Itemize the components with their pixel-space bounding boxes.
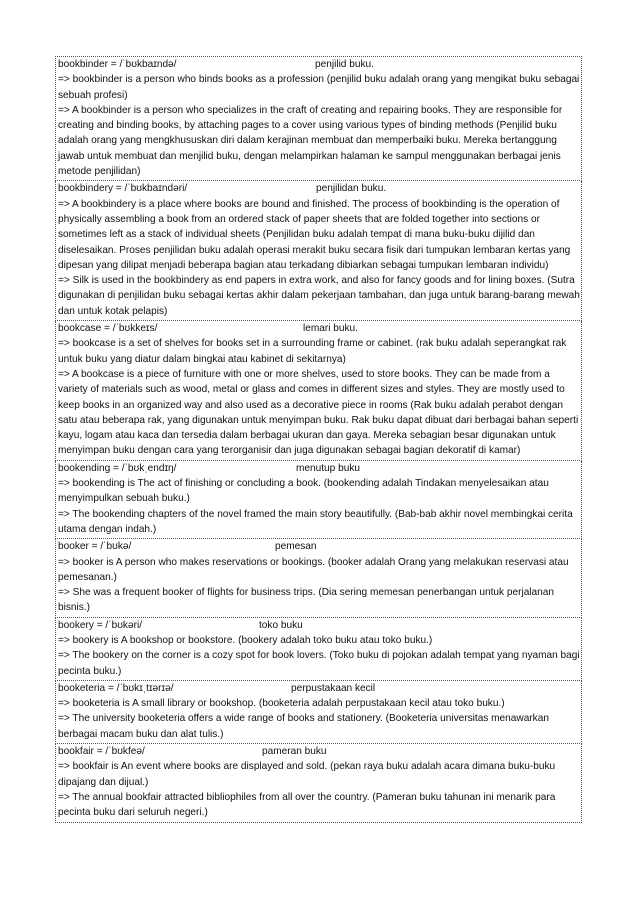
entry-header — [58, 681, 580, 696]
entry-bookbinder — [55, 56, 582, 181]
headword: bookending = /ˈbʊkˌendɪŋ/ — [58, 462, 177, 474]
example-line: => bookcase is a set of shelves for books set in a surrounding frame or cabinet. (rak buku adalah seperangkat rak untuk buku yang diatur dalam bingkai atau kabinet di sekitarnya) — [58, 338, 567, 365]
example-line: => bookending is The act of finishing or concluding a book. (bookending adalah Tindakan menyelesaikan atau menyimpulkan sebuah buku.) — [58, 478, 549, 505]
entry-header — [58, 461, 580, 476]
headword: bookbinder = /ˈbʊkbaɪndə/ — [58, 59, 177, 70]
headword: bookbindery = /ˈbʊkbaɪndəri/ — [58, 183, 188, 195]
example-line: => bookery is A bookshop or bookstore. (bookery adalah toko buku atau toko buku.) — [58, 634, 433, 646]
example-line: => A bookcase is a piece of furniture with one or more shelves, used to store books. They can be made from a variety of materials such as wood, metal or glass and comes in different sizes and styles. They are mostly used to keep books in an organized way and also used as a decorative piece in rooms (Rak buku adalah perabot dengan satu atau beberapa rak, yang digunakan untuk menyimpan buku. Rak buku dapat dibuat dari berbagai bahan seperti kayu, logam atau kaca dan tersedia dalam berbagai ukuran dan gaya. Mereka sebagian besar digunakan untuk menyimpan buku dengan cara yang terorganisir dan juga digunakan sebagai bagian dekoratif di kamar) — [58, 368, 579, 457]
example-line: => Silk is used in the bookbindery as end papers in extra work, and also for fancy goods and for lining boxes. (Sutra digunakan di penjilidan buku sebagai kertas akhir dalam pekerjaan tambahan, dan juga untuk barang-barang mewah dan untuk kotak pelapis) — [58, 275, 580, 317]
example-line: => bookbinder is a person who binds books as a profession (penjilid buku adalah orang yang mengikat buku sebagai sebuah profesi) — [58, 74, 580, 101]
entry-bookending — [55, 461, 582, 539]
translation: menutup buku — [296, 462, 360, 474]
example-line: => The annual bookfair attracted bibliophiles from all over the country. (Pameran buku tahunan ini menarik para pecinta buku dari seluruh negeri.) — [58, 791, 556, 819]
example-line: => A bookbindery is a place where books are bound and finished. The process of bookbinding is the operation of physically assembling a book from an ordered stack of paper sheets that are folded together into sections or sometimes left as a stack of individual sheets (Penjilidan buku adalah tempat di mana buku-buku dijilid dan diselesaikan. Proses penjilidan buku adalah operasi merakit buku secara fisik dari tumpukan lembaran kertas yang dipesan yang dilipat menjadi beberapa bagian atau terkadang dibiarkan sebagai tumpukan lembaran individu) — [58, 198, 571, 271]
translation: toko buku — [259, 619, 303, 631]
entry-bookery — [55, 618, 582, 681]
example-line: => booker is A person who makes reservations or bookings. (booker adalah Orang yang melakukan reservasi atau pemesanan.) — [58, 556, 569, 583]
entry-bookbindery — [55, 181, 582, 321]
headword: bookfair = /ˈbʊkfeə/ — [58, 746, 145, 758]
headword: booketeria = /ˈbʊkɪˌtɪərɪə/ — [58, 682, 174, 694]
translation: pameran buku — [262, 746, 327, 758]
entry-header — [58, 181, 580, 196]
example-line: => She was a frequent booker of flights for business trips. (Dia sering memesan penerbangan untuk perjalanan bisnis.) — [58, 587, 555, 614]
entry-header — [58, 539, 580, 554]
entry-header — [58, 321, 580, 336]
entry-booketeria — [55, 681, 582, 744]
translation: pemesan — [275, 541, 317, 553]
example-line: => The bookery on the corner is a cozy spot for book lovers. (Toko buku di pojokan adalah tempat yang nyaman bagi pecinta buku.) — [58, 650, 580, 677]
headword: bookery = /ˈbʊkəri/ — [58, 619, 142, 631]
example-line: => The university booketeria offers a wide range of books and stationery. (Booketeria universitas menawarkan berbagai macam buku dan alat tulis.) — [58, 713, 549, 740]
example-line: => A bookbinder is a person who specializes in the craft of creating and repairing books. They are responsible for creating and binding books, by attaching pages to a cover using various types of binding methods (Penjilid buku adalah orang yang mengkhususkan diri dalam kerajinan membuat dan memperbaiki buku. Mereka bertanggung jawab untuk membuat dan menjilid buku, dengan melampirkan halaman ke sampul menggunakan berbagai jenis metode penjilidan) — [58, 104, 563, 178]
dictionary-table — [55, 56, 582, 823]
headword: booker = /ˈbʊkə/ — [58, 541, 132, 553]
entry-bookcase — [55, 321, 582, 461]
entry-booker — [55, 539, 582, 617]
translation: lemari buku. — [303, 323, 358, 335]
example-line: => The bookending chapters of the novel framed the main story beautifully. (Bab-bab akhir novel membingkai cerita utama dengan indah.) — [58, 508, 573, 535]
translation: perpustakaan kecil — [291, 682, 376, 694]
entry-bookfair — [55, 744, 582, 822]
translation: penjilidan buku. — [316, 183, 387, 195]
entry-header — [58, 57, 580, 72]
entry-header — [58, 618, 580, 633]
headword: bookcase = /ˈbʊkkeɪs/ — [58, 323, 158, 335]
example-line: => bookfair is An event where books are displayed and sold. (pekan raya buku adalah acara dimana buku-buku dipajang dan dijual.) — [58, 761, 556, 788]
example-line: => booketeria is A small library or bookshop. (booketeria adalah perpustakaan kecil atau toko buku.) — [58, 698, 505, 710]
entry-header — [58, 744, 580, 759]
translation: penjilid buku. — [315, 59, 374, 70]
